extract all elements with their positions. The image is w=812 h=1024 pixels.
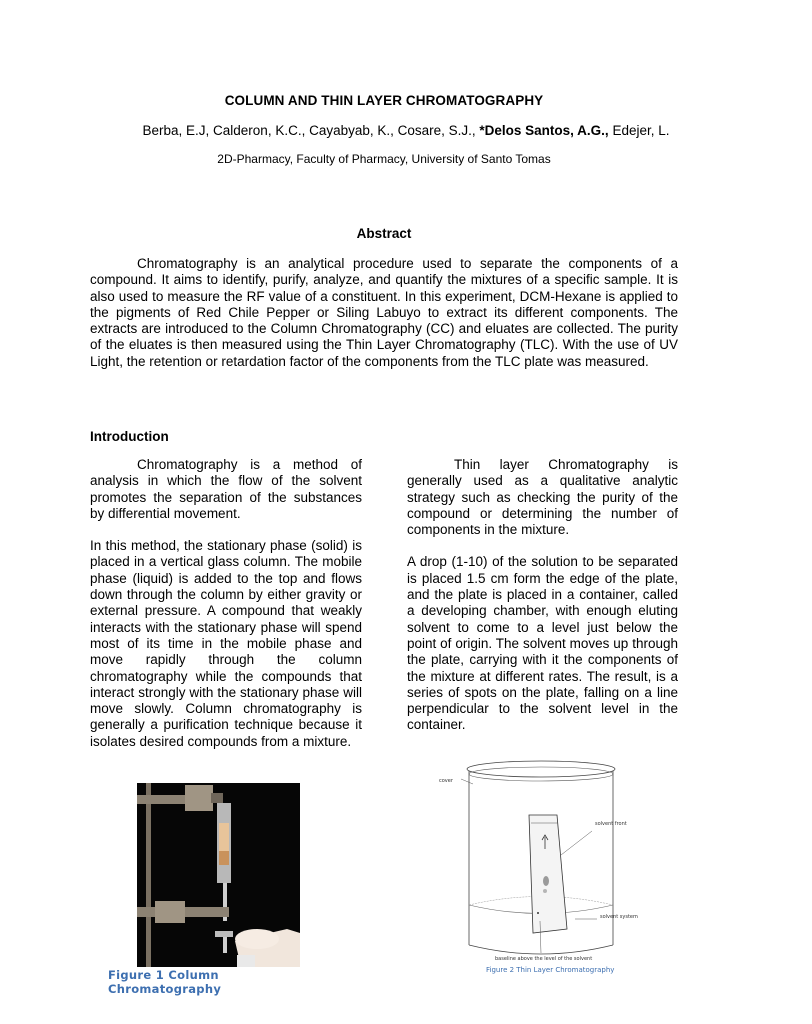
abstract-body: Chromatography is an analytical procedure used to separate the components of a compound. It aims to identify, purify, analyze, and quantify the mixtures of a specific sample. It is also used to measure the RF value of a constituent. In this experiment, DCM-Hexane is applied to the pigments of Red Chile Pepper or Siling Labuyo to extract its different components. The extracts are introduced to the Column Chromatography (CC) and eluates are collected. The purity of the eluates is then measured using the Thin Layer Chromatography (TLC). With the use of UV Light, the retention or retardation factor of the components from the TLC plate was measured.: [90, 256, 678, 369]
right-column: [407, 457, 678, 750]
author-list: [0, 123, 812, 138]
figure-2-caption: Figure 2 Thin Layer Chromatography: [486, 966, 615, 974]
label-baseline: baseline above the level of the solvent: [495, 956, 593, 962]
affiliation: 2D-Pharmacy, Faculty of Pharmacy, University of Santo Tomas: [217, 152, 551, 166]
label-cover: cover: [439, 778, 453, 784]
authors-tail: Edejer, L.: [608, 123, 670, 138]
intro-paragraph-1: Chromatography is a method of analysis in which the flow of the solvent promotes the separation of the substances by differential movement.: [90, 457, 362, 521]
corresponding-author: *Delos Santos, A.G.,: [479, 123, 609, 138]
intro-paragraph-3: Thin layer Chromatography is generally used as a qualitative analytic strategy such as checking the purity of the compound or determining the number of components in the mixture.: [407, 457, 678, 538]
authors-text: Berba, E.J, Calderon, K.C., Cayabyab, K., Cosare, S.J.,: [142, 123, 480, 138]
paper-title: COLUMN AND THIN LAYER CHROMATOGRAPHY: [224, 93, 544, 108]
figure-1-caption: Figure 1 Column Chromatography: [108, 968, 222, 996]
tlc-chamber-diagram: [437, 757, 638, 963]
column-chromatography-photo: [137, 783, 300, 967]
abstract-heading: Abstract: [356, 226, 412, 241]
introduction-heading: Introduction: [90, 429, 169, 444]
left-column: [90, 457, 362, 766]
intro-paragraph-4: A drop (1-10) of the solution to be separated is placed 1.5 cm form the edge of the plate, and the plate is placed in a container, called a developing chamber, with enough eluting solvent to come to a level just below the point of origin. The solvent moves up through the plate, carrying with it the components of the mixture at different rates. The result, is a series of spots on the plate, falling on a line perpendicular to the solvent level in the container.: [407, 554, 678, 733]
column-apparatus-illustration: [137, 783, 300, 967]
label-solvent-front: solvent front: [595, 821, 627, 827]
tlc-chamber-svg: [437, 757, 638, 963]
intro-paragraph-2: In this method, the stationary phase (solid) is placed in a vertical glass column. The mobile phase (liquid) is added to the top and flows down through the column by either gravity or external pressure. A compound that weakly interacts with the stationary phase will spend most of its time in the mobile phase and move rapidly through the column chromatography while the compounds that interact strongly with the stationary phase will move slowly. Column chromatography is generally a purification technique because it isolates desired compounds from a mixture.: [90, 538, 362, 749]
label-solvent-system: solvent system: [600, 914, 638, 920]
